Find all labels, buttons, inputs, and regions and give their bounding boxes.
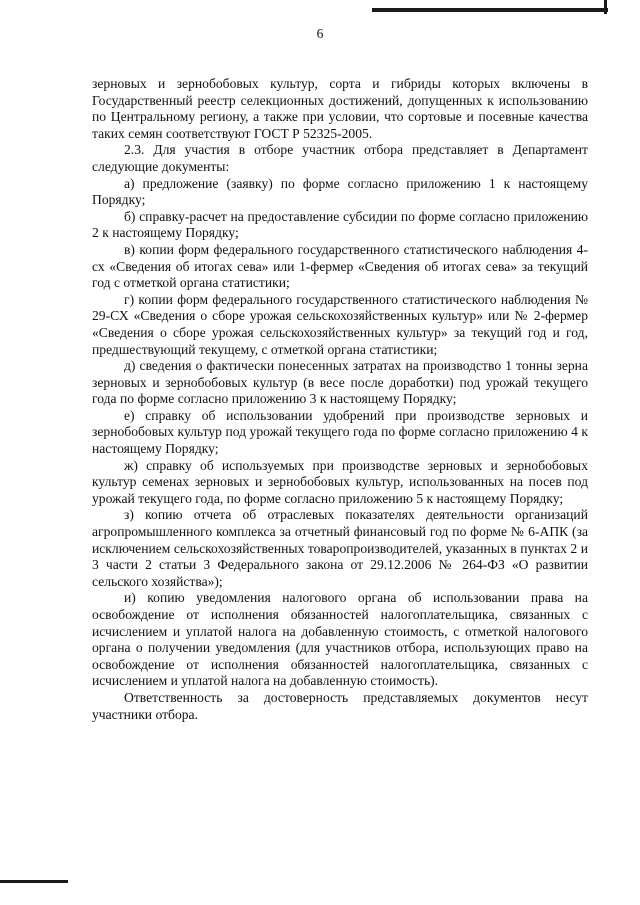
paragraph-item-g: г) копии форм федерального государственного статистического наблюдения № 29-СХ «Сведения о сборе урожая сельскохозяйственных культур» или № 2-фермер «Сведения о сборе урожая сельскохозяйственных культур» за текущий год и год, предшествующий текущему, с отметкой органа статистики; xyxy=(92,291,588,357)
document-body xyxy=(92,76,588,723)
paragraph-item-d: д) сведения о фактически понесенных затратах на производство 1 тонны зерна зерновых и зернобобовых культур (в весе после доработки) под урожай текущего года по форме согласно приложению 3 к настоящему Порядку; xyxy=(92,358,588,407)
scan-artifact-top-bar xyxy=(372,8,608,12)
paragraph-item-i: и) копию уведомления налогового органа об использовании права на освобождение от исполнения обязанностей налогоплательщика, связанных с исчислением и уплатой налога на добавленную стоимость, с отметкой налогового органа о получении уведомления (для участников отбора, использующих право на освобождение от исполнения обязанностей налогоплательщика, связанных с исчислением и уплатой налога на добавленную стоимость). xyxy=(92,590,588,689)
paragraph-item-z: з) копию отчета об отраслевых показателях деятельности организаций агропромышленного комплекса за отчетный финансовый год по форме № 6-АПК (за исключением сельскохозяйственных товаропроизводителей, указанных в пунктах 2 и 3 части 2 статьи 3 Федерального закона от 29.12.2006 № 264-ФЗ «О развитии сельского хозяйства»); xyxy=(92,507,588,589)
paragraph-responsibility: Ответственность за достоверность представляемых документов несут участники отбора. xyxy=(92,689,588,722)
scan-artifact-corner xyxy=(604,0,607,14)
paragraph-item-zh: ж) справку об используемых при производстве зерновых и зернобобовых культур семенах зерновых и зернобобовых культур, использованных на посев под урожай текущего года, по форме согласно приложению 5 к настоящему Порядку; xyxy=(92,457,588,506)
paragraph-continuation: зерновых и зернобобовых культур, сорта и гибриды которых включены в Государственный реестр селекционных достижений, допущенных к использованию по Центральному региону, а также при условии, что сортовые и посевные качества таких семян соответствуют ГОСТ Р 52325-2005. xyxy=(92,76,588,141)
scan-artifact-bottom-bar xyxy=(0,880,68,883)
paragraph-item-a: а) предложение (заявку) по форме согласно приложению 1 к настоящему Порядку; xyxy=(92,175,588,208)
paragraph-2-3: 2.3. Для участия в отборе участник отбора представляет в Департамент следующие документы: xyxy=(92,142,588,174)
paragraph-item-v: в) копии форм федерального государственного статистического наблюдения 4-сх «Сведения об итогах сева» или 1-фермер «Сведения об итогах сева» за текущий год с отметкой органа статистики; xyxy=(92,241,588,291)
paragraph-item-b: б) справку-расчет на предоставление субсидии по форме согласно приложению 2 к настоящему Порядку; xyxy=(92,208,588,241)
page-number: 6 xyxy=(316,26,324,41)
paragraph-item-e: е) справку об использовании удобрений при производстве зерновых и зернобобовых культур под урожай текущего года по форме согласно приложению 4 к настоящему Порядку; xyxy=(92,407,588,457)
